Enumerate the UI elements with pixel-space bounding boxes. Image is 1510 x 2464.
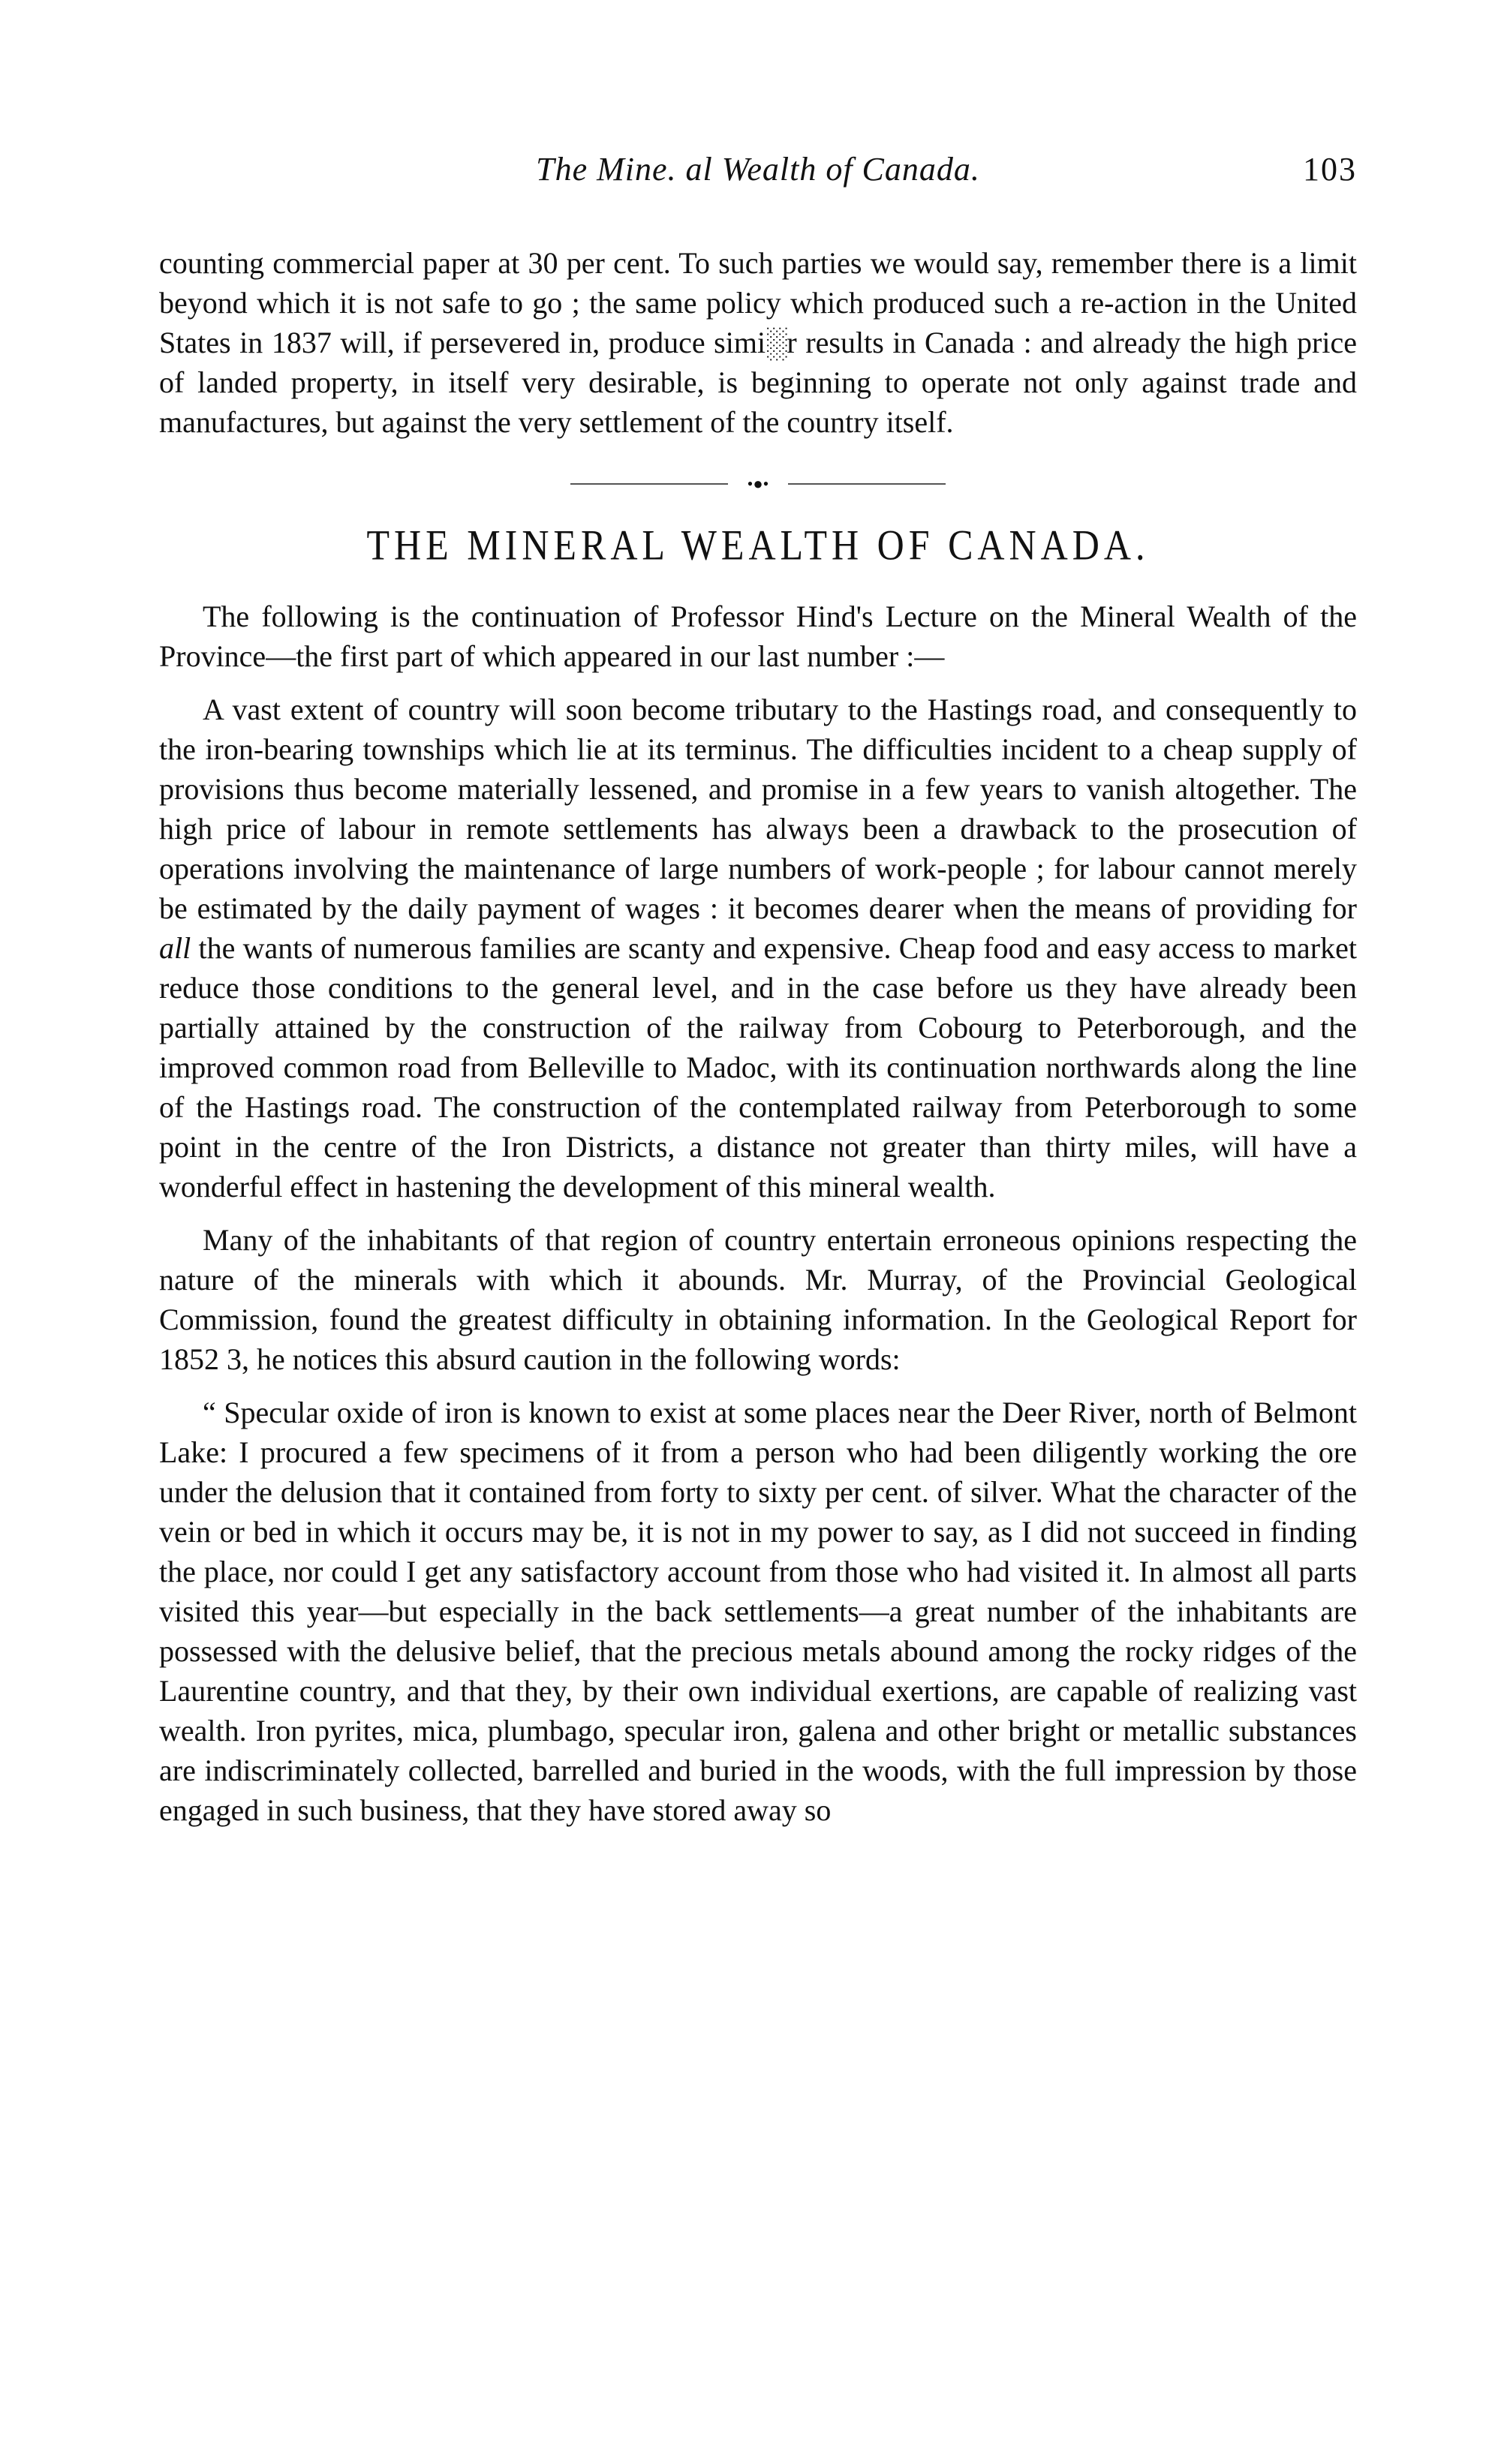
quoted-passage: “ Specular oxide of iron is known to exist at some places near the Deer River, north of Belmont Lake: I procured a few specimens of it from a person who had been diligently working the ore under the delusion that it contained from forty to sixty per cent. of silver. What the character of the vein or bed in which it occurs may be, it is not in my power to say, as I did not succeed in finding the place, nor could I get any satisfactory account from those who had visited it. In almost all parts visited this year—but especially in the back settlements—a great number of the inhabitants are possessed with the delusive belief, that the precious metals abound among the rocky ridges of the Laurentine country, and that they, by their own individual exertions, are capable of realizing vast wealth. Iron pyrites, mica, plumbago, specular iron, galena and other bright or metallic substances are indiscriminately collected, barrelled and buried in the woods, with the full impression by those engaged in such business, that they have stored away so	[159, 1396, 1357, 1827]
running-head	[159, 150, 1357, 195]
body-paragraph-2: Many of the inhabitants of that region of country entertain erroneous opinions respecting the nature of the minerals with which it abounds. Mr. Murray, of the Provincial Geological Commission, found the greatest difficulty in obtaining information. In the Geological Report for 1852 3, he notices this absurd caution in the following words:	[159, 1223, 1357, 1376]
divider-rule-left	[570, 483, 728, 485]
intro-paragraph: The following is the continuation of Professor Hind's Lecture on the Mineral Wealth of the Province—the first part of which appeared in our last number :—	[159, 599, 1357, 673]
running-title: The Mine. al Wealth of Canada.	[536, 151, 980, 188]
body-paragraph-1	[159, 690, 1357, 1206]
divider-rule-right	[788, 483, 946, 485]
document-page	[159, 150, 1357, 1830]
para1-text-a: A vast extent of country will soon become tributary to the Hastings road, and consequently to the iron-bearing townships which lie at its terminus. The difficulties incident to a cheap supply of provisions thus become materially lessened, and promise in a few years to vanish altogether. The high price of labour in remote settlements has always been a drawback to the prosecution of operations involving the maintenance of large numbers of work-people ; for labour cannot merely be estimated by the daily payment of wages : it becomes dearer when the means of providing for	[159, 693, 1357, 925]
page-number: 103	[1303, 151, 1357, 188]
section-title: THE MINERAL WEALTH OF CANADA.	[366, 520, 1150, 569]
para1-emphasis: all	[159, 931, 191, 965]
carryover-paragraph: counting commercial paper at 30 per cent. To such parties we would say, remember there is a limit beyond which it is not safe to go ; the same policy which produced such a re-action in the United States in 1837 will, if persevered in, produce simi░r results in Canada : and already the high price of landed property, in itself very desirable, is beginning to operate not only against trade and manufactures, but against the very settlement of the country itself.	[159, 246, 1357, 439]
para1-text-b: the wants of numerous families are scanty and expensive. Cheap food and easy access to market reduce those conditions to the general level, and in the case before us they have already been partially attained by the construction of the railway from Cobourg to Peterborough, and the improved common road from Belleville to Madoc, with its continuation northwards along the line of the Hastings road. The construction of the contemplated railway from Peterborough to some point in the centre of the Iron Districts, a distance not greater than thirty miles, will have a wonderful effect in hastening the development of this mineral wealth.	[159, 931, 1357, 1203]
divider-ornament: •●•	[747, 474, 769, 493]
section-divider	[570, 475, 946, 493]
